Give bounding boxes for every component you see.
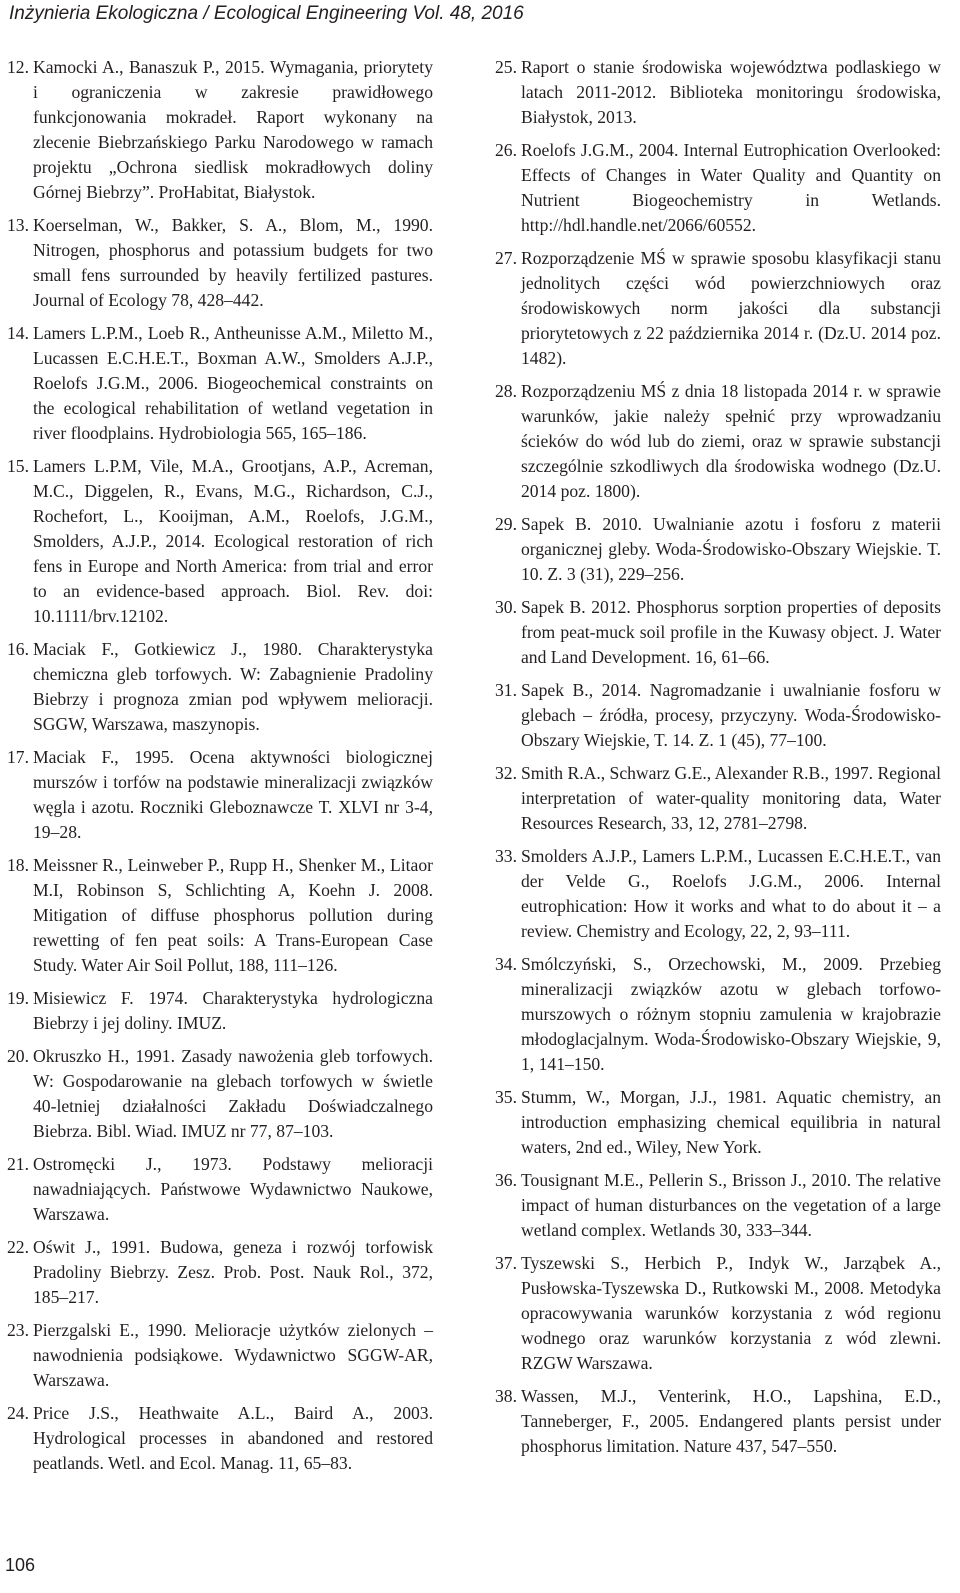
reference-item: [7, 637, 433, 737]
reference-number: 13.: [7, 215, 29, 235]
reference-number: 38.: [495, 1386, 517, 1406]
reference-item: [495, 1384, 941, 1459]
journal-header: Inżynieria Ekologiczna / Ecological Engineering Vol. 48, 2016: [9, 3, 524, 24]
reference-number: 27.: [495, 248, 517, 268]
reference-number: 35.: [495, 1087, 517, 1107]
reference-text: Rozporządzeniu MŚ z dnia 18 listopada 2014 r. w sprawie warunków, jakie należy spełnić przy wprowadzaniu ścieków do wód lub do ziemi, oraz w sprawie substancji szczególnie szkodliwych dla środowiska wodnego (Dz.U. 2014 poz. 1800).: [521, 381, 941, 501]
reference-text: Raport o stanie środowiska województwa podlaskiego w latach 2011-2012. Biblioteka monitoringu środowiska, Białystok, 2013.: [521, 57, 941, 127]
reference-number: 32.: [495, 763, 517, 783]
reference-number: 19.: [7, 988, 29, 1008]
reference-item: [495, 246, 941, 371]
reference-item: [495, 1251, 941, 1376]
reference-text: Wassen, M.J., Venterink, H.O., Lapshina, E.D., Tanneberger, F., 2005. Endangered plants persist under phosphorus limitation. Nature 437, 547–550.: [521, 1386, 941, 1456]
reference-item: [495, 678, 941, 753]
reference-number: 17.: [7, 747, 29, 767]
reference-text: Meissner R., Leinweber P., Rupp H., Shenker M., Litaor M.I, Robinson S, Schlichting A, Koehn J. 2008. Mitigation of diffuse phosphorus pollution during rewetting of fen peat soils: A Trans-European Case Study. Water Air Soil Pollut, 188, 111–126.: [33, 855, 433, 975]
reference-text: Pierzgalski E., 1990. Melioracje użytków zielonych – nawodnienia podsiąkowe. Wydawnictwo SGGW-AR, Warszawa.: [33, 1320, 433, 1390]
reference-text: Sapek B. 2012. Phosphorus sorption properties of deposits from peat-muck soil profile in the Kuwasy object. J. Water and Land Development. 16, 61–66.: [521, 597, 941, 667]
reference-number: 37.: [495, 1253, 517, 1273]
reference-item: [495, 761, 941, 836]
page-number: 106: [5, 1555, 36, 1575]
reference-number: 34.: [495, 954, 517, 974]
reference-number: 29.: [495, 514, 517, 534]
reference-text: Smólczyński, S., Orzechowski, M., 2009. Przebieg mineralizacji związków azotu w glebach torfowo-murszowych o różnym stopniu zamulenia w krajobrazie młodoglacjalnym. Woda-Środowisko-Obszary Wiejskie, 9, 1, 141–150.: [521, 954, 941, 1074]
reference-text: Sapek B., 2014. Nagromadzanie i uwalnianie fosforu w glebach – źródła, procesy, przyczyny. Woda-Środowisko-Obszary Wiejskie, T. 14. Z. 1 (45), 77–100.: [521, 680, 941, 750]
reference-item: [7, 1044, 433, 1144]
reference-text: Smolders A.J.P., Lamers L.P.M., Lucassen E.C.H.E.T., van der Velde G., Roelofs J.G.M., 2006. Internal eutrophication: How it works and what to do about it – a review. Chemistry and Ecology, 22, 2, 93–111.: [521, 846, 941, 941]
reference-number: 33.: [495, 846, 517, 866]
reference-number: 24.: [7, 1403, 29, 1423]
reference-item: [7, 454, 433, 629]
reference-text: Maciak F., Gotkiewicz J., 1980. Charakterystyka chemiczna gleb torfowych. W: Zabagnienie Pradoliny Biebrzy i prognoza zmian pod wpływem melioracji. SGGW, Warszawa, maszynopis.: [33, 639, 433, 734]
reference-text: Rozporządzenie MŚ w sprawie sposobu klasyfikacji stanu jednolitych części wód powierzchniowych oraz środowiskowych norm jakości dla substancji priorytetowych z 22 października 2014 r. (Dz.U. 2014 poz. 1482).: [521, 248, 941, 368]
reference-item: [7, 1235, 433, 1310]
reference-number: 25.: [495, 57, 517, 77]
reference-item: [7, 321, 433, 446]
reference-text: Tyszewski S., Herbich P., Indyk W., Jarząbek A., Pusłowska-Tyszewska D., Rutkowski M., 2008. Metodyka opracowywania warunków korzystania z wód regionu wodnego oraz warunków korzystania z wód zlewni. RZGW Warszawa.: [521, 1253, 941, 1373]
reference-item: [7, 853, 433, 978]
reference-number: 20.: [7, 1046, 29, 1066]
reference-number: 28.: [495, 381, 517, 401]
reference-text: Maciak F., 1995. Ocena aktywności biologicznej murszów i torfów na podstawie mineralizacji związków węgla i azotu. Roczniki Gleboznawcze T. XLVI nr 3-4, 19–28.: [33, 747, 433, 842]
reference-text: Stumm, W., Morgan, J.J., 1981. Aquatic chemistry, an introduction emphasizing chemical equilibria in natural waters, 2nd ed., Wiley, New York.: [521, 1087, 941, 1157]
reference-item: [7, 1401, 433, 1476]
reference-item: [495, 1168, 941, 1243]
reference-item: [495, 379, 941, 504]
reference-item: [7, 1318, 433, 1393]
reference-text: Okruszko H., 1991. Zasady nawożenia gleb torfowych. W: Gospodarowanie na glebach torfowych w świetle 40-letniej działalności Zakładu Doświadczalnego Biebrza. Bibl. Wiad. IMUZ nr 77, 87–103.: [33, 1046, 433, 1141]
reference-item: [495, 512, 941, 587]
reference-number: 36.: [495, 1170, 517, 1190]
reference-number: 18.: [7, 855, 29, 875]
reference-text: Smith R.A., Schwarz G.E., Alexander R.B., 1997. Regional interpretation of water-quality monitoring data, Water Resources Research, 33, 12, 2781–2798.: [521, 763, 941, 833]
reference-item: [495, 952, 941, 1077]
reference-number: 26.: [495, 140, 517, 160]
reference-text: Oświt J., 1991. Budowa, geneza i rozwój torfowisk Pradoliny Biebrzy. Zesz. Prob. Post. Nauk Rol., 372, 185–217.: [33, 1237, 433, 1307]
references-left-column: [7, 55, 433, 1484]
reference-item: [495, 55, 941, 130]
reference-text: Price J.S., Heathwaite A.L., Baird A., 2003. Hydrological processes in abandoned and restored peatlands. Wetl. and Ecol. Manag. 11, 65–83.: [33, 1403, 433, 1473]
reference-text: Tousignant M.E., Pellerin S., Brisson J., 2010. The relative impact of human disturbances on the vegetation of a large wetland complex. Wetlands 30, 333–344.: [521, 1170, 941, 1240]
reference-number: 12.: [7, 57, 29, 77]
reference-item: [7, 1152, 433, 1227]
reference-text: Ostromęcki J., 1973. Podstawy melioracji nawadniających. Państwowe Wydawnictwo Naukowe, Warszawa.: [33, 1154, 433, 1224]
reference-text: Koerselman, W., Bakker, S. A., Blom, M., 1990. Nitrogen, phosphorus and potassium budgets for two small fens surrounded by heavily fertilized pastures. Journal of Ecology 78, 428–442.: [33, 215, 433, 310]
reference-number: 15.: [7, 456, 29, 476]
reference-number: 21.: [7, 1154, 29, 1174]
reference-item: [7, 745, 433, 845]
reference-item: [495, 844, 941, 944]
reference-text: Roelofs J.G.M., 2004. Internal Eutrophication Overlooked: Effects of Changes in Water Quality and Quantity on Nutrient Biogeochemistry in Wetlands. http://hdl.handle.net/2066/60552.: [521, 140, 941, 235]
reference-item: [7, 213, 433, 313]
reference-number: 14.: [7, 323, 29, 343]
reference-item: [7, 986, 433, 1036]
reference-text: Sapek B. 2010. Uwalnianie azotu i fosforu z materii organicznej gleby. Woda-Środowisko-Obszary Wiejskie. T. 10. Z. 3 (31), 229–256.: [521, 514, 941, 584]
reference-number: 16.: [7, 639, 29, 659]
reference-number: 22.: [7, 1237, 29, 1257]
reference-text: Lamers L.P.M, Vile, M.A., Grootjans, A.P., Acreman, M.C., Diggelen, R., Evans, M.G., Richardson, C.J., Rochefort, L., Kooijman, A.M., Roelofs, J.G.M., Smolders, A.J.P., 2014. Ecological restoration of rich fens in Europe and North America: from trial and error to an evidence-based approach. Biol. Rev. doi: 10.1111/brv.12102.: [33, 456, 433, 626]
reference-text: Kamocki A., Banaszuk P., 2015. Wymagania, priorytety i ograniczenia w zakresie prawidłowego funkcjonowania mokradeł. Raport wykonany na zlecenie Biebrzańskiego Parku Narodowego w ramach projektu „Ochrona siedlisk mokradłowych doliny Górnej Biebrzy”. ProHabitat, Białystok.: [33, 57, 433, 202]
reference-item: [495, 1085, 941, 1160]
references-right-column: [495, 55, 941, 1467]
reference-text: Lamers L.P.M., Loeb R., Antheunisse A.M., Miletto M., Lucassen E.C.H.E.T., Boxman A.W., Smolders A.J.P., Roelofs J.G.M., 2006. Biogeochemical constraints on the ecological rehabilitation of wetland vegetation in river floodplains. Hydrobiologia 565, 165–186.: [33, 323, 433, 443]
reference-item: [7, 55, 433, 205]
reference-number: 30.: [495, 597, 517, 617]
reference-item: [495, 138, 941, 238]
reference-text: Misiewicz F. 1974. Charakterystyka hydrologiczna Biebrzy i jej doliny. IMUZ.: [33, 988, 433, 1033]
reference-item: [495, 595, 941, 670]
reference-number: 23.: [7, 1320, 29, 1340]
reference-number: 31.: [495, 680, 517, 700]
